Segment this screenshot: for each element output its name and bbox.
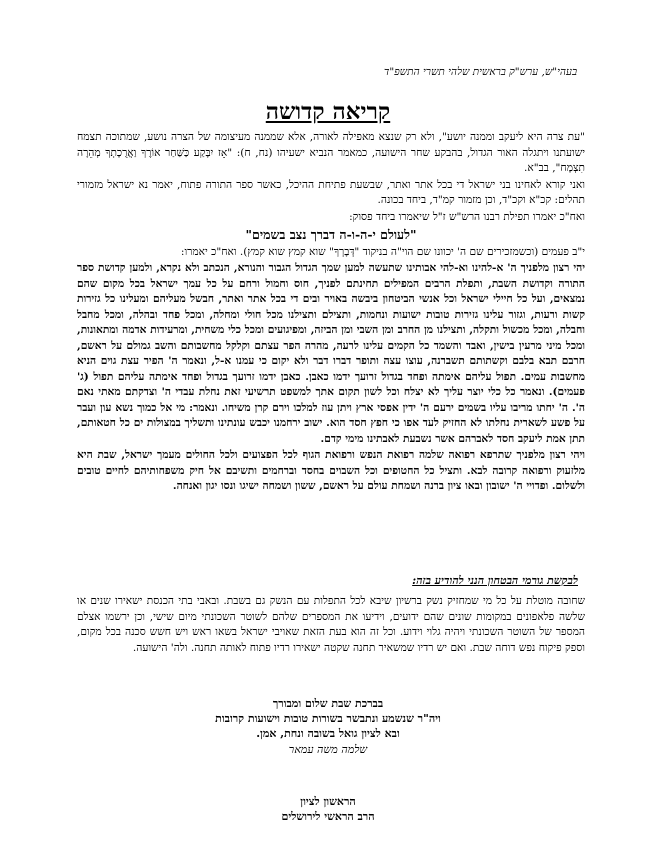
verse-line: "לעולם י-ה-ו-ה דברך נצב בשמים" [245,227,417,242]
closing-blessing [0,696,656,757]
main-body [77,130,585,496]
closing-line-1: בברכת שבת שלום ומבורך [272,697,384,710]
paragraph-instructions: י"ב פעמים (וכשמזכירים שם ה' יכוונו שם הוי"ה בניקוד "דְּבָרְךָ" שוא קמץ שוא קמץ). ואח"כ יאמרו: [180,245,585,258]
signature-title-2: הרב הראשי לירושלים [281,810,375,824]
signature-name: שלמה משה עמאר [288,742,368,756]
paragraph-opening: "עת צרה היא ליעקב וממנה יושע", ולא רק שנצא מאפילה לאורה, אלא שממנה מעיצומה של הצרה נושע, שמתוכה תצמח ישועתנו ויתגלה האור הגדול, בהבקע שחר הישועה, כמאמר הנביא ישעיהו (נח, ח): "אָז יִבָּקַע כַּשַּׁחַר אוֹרֶךָ וַאֲרֻכָתְךָ מְהֵרָה תִצְמָח", בב"א. [77,131,585,174]
prayer-text: יהי רצון מלפניך ה' א-להינו וא-להי אבותינו שתעשה למען שמך הגדול הגבור והנורא, הנכתב ולא נקרא, ולמען קדושת ספר התורה וקדושת השבת, ותפלת הרבים המפילים תחינתם לפניך, חוס וחמול ורחם על כל עמך ישראל בכל מקום שהם נמצאים, ועל כל חיילי ישראל וכל אנשי הביטחון ביבשה באויר ובים די בכל אתר ואתר, חבשל מעליהם ומעלינו כל גזירות קשות ורעות, וגזור עלינו גזירות טובות ישועות ונחמות, ותצילם ותצילנו מכל חולי ומחלה, ומכל פחד ובהלה, ומכל מחבל וחבלה, ומכל מכשול ותקלה, ותצילנו מן החרב ומן השבי ומן הביזה, ומפיגועים ומכל כלי משחית, ומרעידות אדמה ומתאונות, ומכל מיני מרעין בישין, ואבד והשמד כל הקמים עלינו לרעה, מהרה הפר עצתם וקלקל מחשבותם והשב גמולם על ראשם, חרבם תבא בלבם וקשתותם תשברנה, עוצו עצה ותופר דברו דבר ולא יקום כי עמנו א-ל, ונאמר ה' הפיר עצת גוים הניא מחשבות עמים. תפול עליהם אימתה ופחד בגדול זרועך ידמו כאבן. כאבן ידמו זרועך בגדול ופחד אימתה עליהם תפול (ג' פעמים). ונאמר כל כלי יוצר עליך לא יצלח וכל לשון תקום אתך למשפט תרשיעי זאת נחלת עבדי ה' וצדקתם מאתי נאם ה'. ה' יחתו מריבו עליו בשמים ירעם ה' ידין אפסי ארץ ויתן עוז למלכו וירם קרן משיחו. ונאמר: מי אל כמוך נשא עון ועבר על פשע לשארית נחלתו לא החזיק לעד אפו כי חפץ חסד הוא. ישוב ירחמנו יכבש עונתינו ותשליך במצולות ים כל חטאותם, תתן אמת ליעקב חסד לאברהם אשר נשבעת לאבתינו מימי קדם. [77,262,585,445]
paragraph-tehillim: ואני קורא לאחינו בני ישראל די בכל אתר ואתר, שבשעת פתיחת ההיכל, כאשר ספר התורה פתוח, יאמר נא ישראל מזמורי תהלים: קכ"א וקכ"ד, וכן מזמור קמ"ד, ביחד בכונה. [77,178,585,206]
signature-block [0,794,656,824]
paragraph-rashash: ואח"כ יאמרו תפילת רבנו הרש"ש ז"ל שיאמרו ביחד פסוק: [349,210,585,223]
notice-text: שחובה מוטלת על כל מי שמחזיק נשק ברשיון שיבא לכל התפלות עם הנשק גם בשבת. ובאבי בתי הכנסת ישאירו שנים או שלשה פלאפונים במקומות שונים שהם ידועים, וידיעו את המספרים שלהם לשוטר השכונתי מיום שישי, וכן ירשמו אצלם המספר של השוטר השכונתי ויהיה גלוי וידוע. וכל זה הוא בעת הזאת שאויבי ישראל בשאו ראש ויש חשש סכנה בכל מקום, וספק פיקוח נפש דוחה שבת. ואם יש רדיו שמשאיר תחנה שקטה ישאירו רדיו פתוח לאותה תחנה. ולה' הישועה. [77,595,585,654]
notice-section [77,594,585,656]
page-title: קריאה קדושה [265,98,391,125]
closing-line-2: ויה"ר שנשמע ונתבשר בשורות טובות וישועות קרובות [215,712,441,726]
signature-title-1: הראשון לציון [300,795,356,808]
prayer-healing: ויהי רצון מלפניך שתרפא רפואה שלמה רפואת הנפש ורפואת הגוף לכל הפצועים ולכל החולים מעמך ישראל, שבת היא מלזעוק ורפואה קרובה לבא. ותציל כל החטופים וכל השבוים בחסד וברחמים ותשיבם אל חיק משפחותיהם לחיים טובים ולשלום. ופדויי ה' ישובון ובאו ציון ברנה ושמחת עולם על ראשם, ששון ושמחה ישיגו ונסו יגון ואנחה. [77,449,585,492]
notice-heading: לבקשת גורמי הבטחון הנני להודיע בזה: [412,574,578,587]
dateline: בעהי"ש, ערש"ק בראשית שלהי תשרי התשפ"ד [383,66,577,78]
closing-line-3: ובא לציון גואל בשובה ונחת, אמן. [256,727,400,741]
